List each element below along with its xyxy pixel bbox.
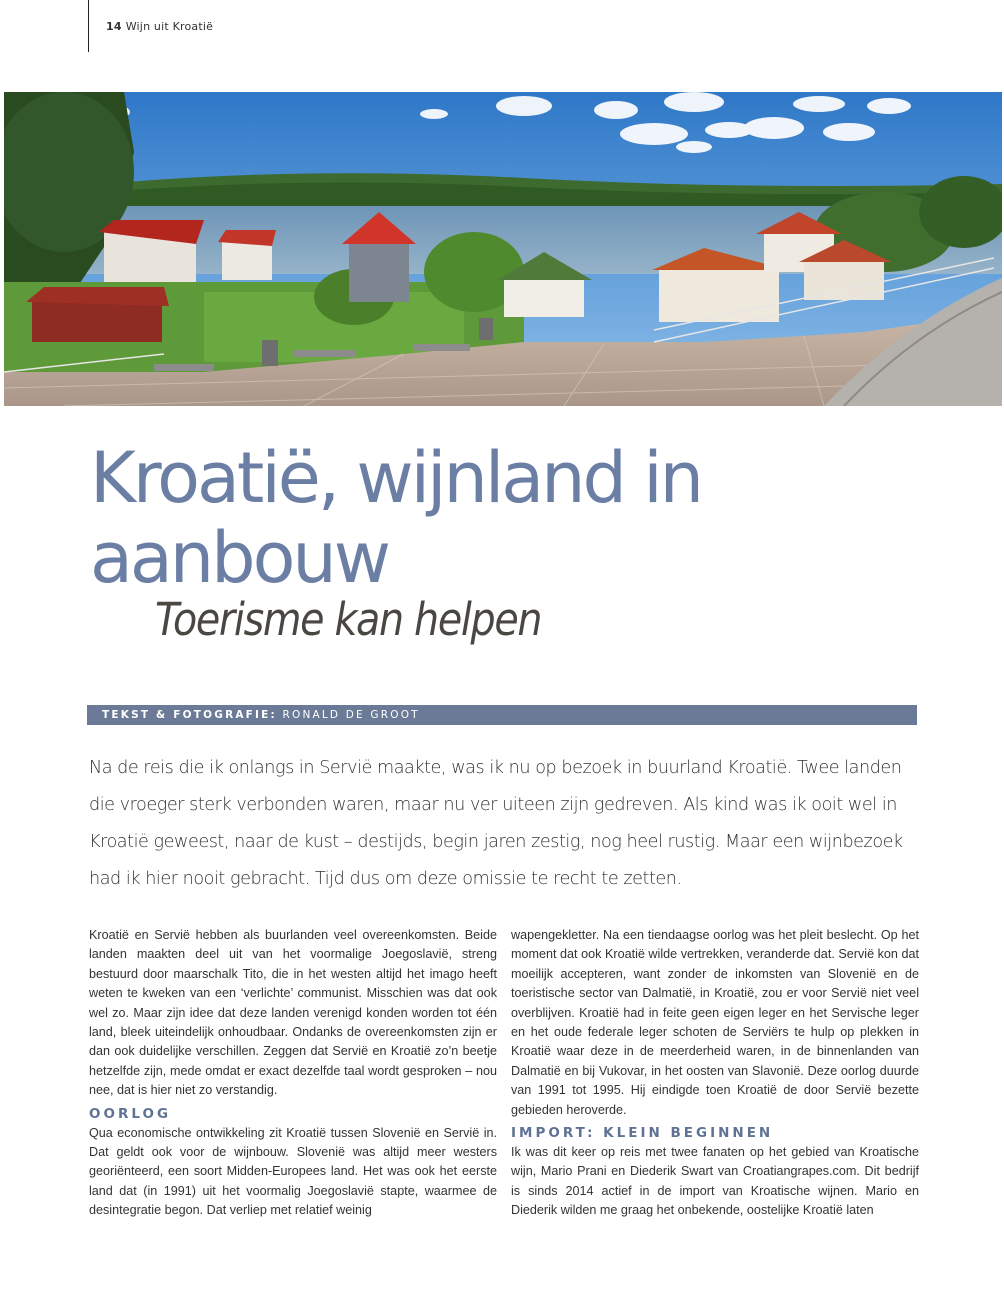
body-paragraph: wapengekletter. Na een tiendaagse oorlog was het pleit beslecht. Op het moment dat ook Kroatië wilde vertrekken, veranderde dat. Servië kon dat moeilijk accepteren, want zonder de inkomsten van Slovenië en de toeristische sector van Dalmatië, in Kroatië, zou er voor Servië niet veel overblijven. Kroatië had in feite geen eigen leger en het Servische leger en het oude federale leger schoten de Serviërs te hulp op plekken in Kroatië waar deze in de meerderheid waren, in de binnenlanden van Dalmatië en bij Vukovar, in het oosten van Slavonië. Deze oorlog duurde van 1991 tot 1995. Hij eindigde toen Kroatië de door Servië bezette gebieden heroverde. [511, 928, 919, 1117]
credit-name: RONALD DE GROOT [282, 709, 420, 721]
hero-photo [4, 92, 1002, 406]
article-subtitle: Toerisme kan helpen [155, 593, 542, 646]
body-paragraph: Kroatië en Servië hebben als buurlanden veel overeenkomsten. Beide landen maakten deel uit van het voormalige Joegoslavië, streng bestuurd door maarschalk Tito, die in het westen altijd het imago heeft weten te kweken van een ‘verlichte’ communist. Misschien was dat ook wel zo. Maar zijn idee dat deze landen verenigd konden worden tot één land, bleek uiteindelijk onhoudbaar. Ondanks de overeenkomsten zijn er dan ook duidelijke verschillen. Zeggen dat Servië en Kroatië zo’n beetje hetzelfde zijn, mede omdat er exact dezelfde taal wordt gesproken – nou nee, dat is hier niet zo verstandig. [89, 928, 497, 1098]
credit-label: TEKST & FOTOGRAFIE: [102, 709, 277, 721]
lead-paragraph: Na de reis die ik onlangs in Servië maakte, was ik nu op bezoek in buurland Kroatië. Twee landen die vroeger sterk verbonden waren, maar nu ver uiteen zijn gedreven. Als kind was ik ooit wel in Kroatië geweest, naar de kust – destijds, begin jaren zestig, nog heel rustig. Maar een wijnbezoek had ik hier nooit gebracht. Tijd dus om deze omissie te recht te zetten. [89, 758, 903, 889]
article-title: Kroatië, wijnland in aanbouw [90, 437, 702, 599]
body-paragraph: Qua economische ontwikkeling zit Kroatië tussen Slovenië en Servië in. Dat geldt ook voor de wijnbouw. Slovenië was altijd meer westers georiënteerd, een soort Midden-Europees land. Het was ook het eerste land dat (in 1991) uit het voormalig Joegoslavië stapte, waarmee de desintegratie begon. Dat verliep met relatief weinig [89, 1125, 497, 1218]
page-number: 14 [106, 19, 122, 33]
section-name: Wijn uit Kroatië [125, 19, 214, 33]
running-head [88, 0, 213, 52]
body-paragraph: Ik was dit keer op reis met twee fanaten op het gebied van Kroatische wijn, Mario Prani en Diederik Swart van Croatiangrapes.com. Dit bedrijf is sinds 2014 actief in de import van Kroatische wijnen. Mario en Diederik wilden me graag het onbekende, oostelijke Kroatië laten [511, 1145, 919, 1218]
section-heading-import: IMPORT: KLEIN BEGINNEN [511, 1125, 774, 1142]
body-column-right [511, 926, 919, 1221]
credit-bar [87, 705, 917, 725]
riverside-village-photo [4, 92, 1002, 406]
body-column-left [89, 926, 497, 1221]
section-heading-oorlog: OORLOG [89, 1105, 172, 1122]
